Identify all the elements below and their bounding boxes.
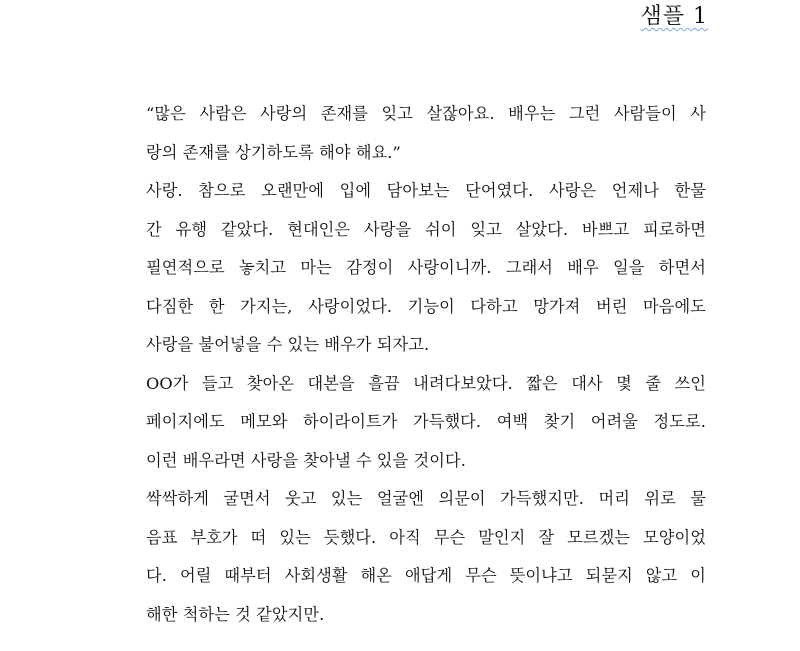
text-line: 간 유행 같았다. 현대인은 사랑을 쉬이 잊고 살았다. 바쁘고 피로하면 xyxy=(146,219,706,239)
text-line: 사랑을 불어넣을 수 있는 배우가 되자고. xyxy=(146,335,430,354)
text-line: 다. 어릴 때부터 사회생활 해온 애답게 무슨 뜻이냐고 되묻지 않고 이 xyxy=(146,566,706,585)
document-body xyxy=(146,95,706,634)
text-line: 페이지에도 메모와 하이라이트가 가득했다. 여백 찾기 어려울 정도로. xyxy=(146,412,706,431)
text-line: 싹싹하게 굴면서 웃고 있는 얼굴엔 의문이 가득했지만. 머리 위로 물 xyxy=(146,489,706,508)
text-line: OO가 들고 찾아온 대본을 흘끔 내려다보았다. 짧은 대사 몇 줄 쓰인 xyxy=(146,373,706,393)
text-line: 해한 척하는 것 같았지만. xyxy=(146,604,325,624)
text-line: 랑의 존재를 상기하도록 해야 해요.” xyxy=(146,142,401,162)
text-line: 다짐한 한 가지는, 사랑이었다. 기능이 다하고 망가져 버린 마음에도 xyxy=(146,296,706,316)
text-line: 음표 부호가 떠 있는 듯했다. 아직 무슨 말인지 잘 모르겠는 모양이었 xyxy=(146,527,706,547)
text-line: 사랑. 참으로 오랜만에 입에 담아보는 단어였다. 사랑은 언제나 한물 xyxy=(146,181,706,200)
page-title: 샘플 1 xyxy=(640,4,708,29)
text-line: “많은 사람은 사랑의 존재를 잊고 살잖아요. 배우는 그런 사람들이 사 xyxy=(146,104,706,123)
text-line: 이런 배우라면 사랑을 찾아낼 수 있을 것이다. xyxy=(146,450,466,470)
text-line: 필연적으로 놓치고 마는 감정이 사랑이니까. 그래서 배우 일을 하면서 xyxy=(146,258,706,277)
